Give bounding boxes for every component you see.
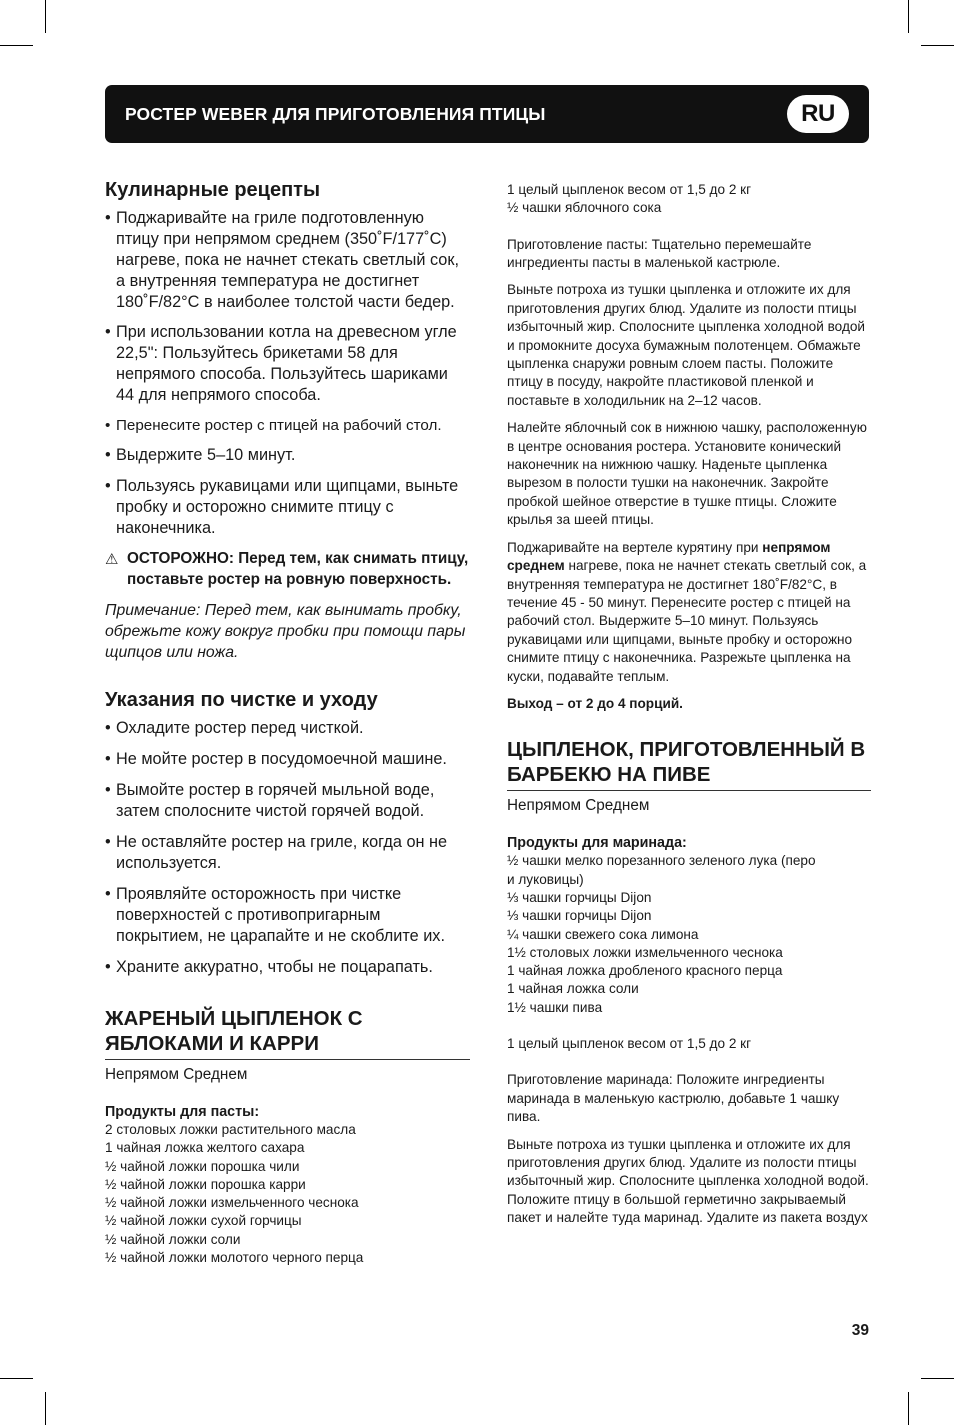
left-column xyxy=(105,176,470,1267)
list-item: • При использовании котла на древесном угле 22,5": Пользуйтесь брикетами 58 для непрямого способа. Пользуйтесь шариками 44 для непрямого способа. xyxy=(105,322,470,406)
marinade-ingredients-title: Продукты для маринада: xyxy=(507,835,687,852)
list-item: ½ чайной ложки соли xyxy=(105,1231,241,1247)
instructions-text: Поджаривайте на вертеле курятину при xyxy=(507,539,763,555)
instructions-paragraph: Выньте потроха из тушки цыпленка и отложите их для приготовления других блюд. Удалите из полости птицы избыточный жир. Сполосните цыпленка холодной водой и промокните досуха бумажным полотенцем. Обмажьте цыпленка снаружи ровным слоем пасты. Положите птицу в посуду, накройте пластиковой пленкой и поставьте в холодильник на 2–12 часов. xyxy=(507,282,866,408)
language-badge: RU xyxy=(787,95,849,133)
page-number: 39 xyxy=(851,1322,869,1339)
header-bar xyxy=(105,85,869,143)
list-item: • Храните аккуратно, чтобы не поцарапать. xyxy=(105,957,470,978)
list-item: 1 чайная ложка дробленого красного перца xyxy=(507,963,783,979)
list-item: ¼ чашки свежего сока лимона xyxy=(507,926,699,942)
crop-mark xyxy=(921,1378,954,1379)
list-item: ⅓ чашки горчицы Dijon xyxy=(507,889,652,905)
list-item: • Поджаривайте на гриле подготовленную птицу при непрямом среднем (350˚F/177˚C) нагреве, пока не начнет стекать светлый сок, а внутренняя температура не достигнет 180˚F/82°C в наиболее толстой части бедер. xyxy=(105,208,470,313)
marinade-preparation: Приготовление маринада: Положите ингредиенты маринада в маленькую кастрюлю, добавьте 1 чашку пива. xyxy=(507,1072,840,1125)
list-item: ½ чайной ложки молотого черного перца xyxy=(105,1250,364,1266)
recipes-bullet-list xyxy=(105,208,470,539)
paste-ingredients-list xyxy=(105,1121,470,1267)
chicken-ingredient: 1 целый цыпленок весом от 1,5 до 2 кг xyxy=(507,1036,752,1052)
yield-text: Выход – от 2 до 4 порций. xyxy=(507,695,683,711)
note-text: Примечание: Перед тем, как вынимать пробку, обрежьте кожу вокруг пробки при помощи пары щипцов или ножа. xyxy=(105,602,466,661)
list-item: ½ чашки яблочного сока xyxy=(507,200,662,216)
recipe2-method: Непрямом Среднем xyxy=(507,797,650,815)
warning-text: ОСТОРОЖНО: Перед тем, как снимать птицу, поставьте ростер на ровную поверхность. xyxy=(127,550,469,588)
list-item: ½ чайной ложки порошка карри xyxy=(105,1176,306,1192)
list-item: 1 чайная ложка соли xyxy=(507,981,639,997)
list-item: • Пользуясь рукавицами или щипцами, выньте пробку и осторожно снимите птицу с наконечника. xyxy=(105,476,470,539)
list-item: • Выдержите 5–10 минут. xyxy=(105,445,470,466)
recipe1-title: ЖАРЕНЫЙ ЦЫПЛЕНОК С ЯБЛОКАМИ И КАРРИ xyxy=(105,1006,470,1060)
list-item: 1½ столовых ложки измельченного чеснока xyxy=(507,944,783,960)
crop-mark xyxy=(45,0,46,33)
instructions-paragraph xyxy=(507,539,871,686)
list-item: • Перенесите ростер с птицей на рабочий стол. xyxy=(105,415,470,436)
list-item: ½ чайной ложки порошка чили xyxy=(105,1158,300,1174)
recipe2-title: ЦЫПЛЕНОК, ПРИГОТОВЛЕННЫЙ В БАРБЕКЮ НА ПИВЕ xyxy=(507,737,871,791)
list-item: ½ чайной ложки сухой горчицы xyxy=(105,1213,302,1229)
list-item: • Не мойте ростер в посудомоечной машине. xyxy=(105,749,470,770)
list-item: • Не оставляйте ростер на гриле, когда он не используется. xyxy=(105,832,470,874)
care-heading: Указания по чистке и уходу xyxy=(105,689,378,711)
recipe1-extra-ingredients xyxy=(507,181,871,218)
instructions-text: нагреве, пока не начнет стекать светлый сок, а внутренняя температура не достигнет 180˚F/82°C, в течение 45 - 50 минут. Перенесите ростер с птицей на рабочий стол. Выдержите 5–10 минут. Пользуясь рукавицами или щипцами, выньте пробку и осторожно снимите птицу с наконечника. Разрежьте цыпленка на куски, подавайте теплым. xyxy=(507,558,867,684)
warning-block xyxy=(105,548,470,590)
list-item: 1 целый цыпленок весом от 1,5 до 2 кг xyxy=(507,182,752,197)
instructions-paragraph: Выньте потроха из тушки цыпленка и отложите их для приготовления других блюд. Удалите из полости птицы избыточный жир. Сполосните цыпленка холодной водой. Положите птицу в большой герметично закрываемый пакет и налейте туда маринад. Удалите из пакета воздух xyxy=(507,1136,869,1226)
right-column xyxy=(507,181,871,1228)
crop-mark xyxy=(0,45,33,46)
paste-ingredients-title: Продукты для пасты: xyxy=(105,1104,260,1120)
crop-mark xyxy=(45,1392,46,1425)
header-title: РОСТЕР WEBER ДЛЯ ПРИГОТОВЛЕНИЯ ПТИЦЫ xyxy=(125,104,546,124)
care-bullet-list xyxy=(105,718,470,978)
recipe1-method: Непрямом Среднем xyxy=(105,1066,248,1083)
list-item: 1 чайная ложка желтого сахара xyxy=(105,1140,305,1156)
crop-mark xyxy=(921,45,954,46)
list-item: 1½ чашки пива xyxy=(507,999,603,1015)
crop-mark xyxy=(0,1378,33,1379)
list-item: ⅓ чашки горчицы Dijon xyxy=(507,908,652,924)
heat-method-emphasis: непрямом среднем xyxy=(507,539,831,574)
list-item: и луковицы) xyxy=(507,871,584,887)
list-item: ½ чашки мелко порезанного зеленого лука (перо xyxy=(507,853,816,869)
crop-mark xyxy=(908,1392,909,1425)
list-item: • Вымойте ростер в горячей мыльной воде, затем сполосните чистой горячей водой. xyxy=(105,780,470,822)
crop-mark xyxy=(908,0,909,33)
warning-icon: ⚠ xyxy=(105,551,119,568)
marinade-ingredients-list xyxy=(507,852,871,1017)
list-item: • Охладите ростер перед чисткой. xyxy=(105,718,470,739)
recipes-heading: Кулинарные рецепты xyxy=(105,179,321,201)
list-item: ½ чайной ложки измельченного чеснока xyxy=(105,1195,359,1211)
list-item: • Проявляйте осторожность при чистке поверхностей с противопригарным покрытием, не царапайте и не скоблите их. xyxy=(105,884,470,947)
instructions-paragraph: Налейте яблочный сок в нижнюю чашку, расположенную в центре основания ростера. Установите конический наконечник на нижнюю чашку. Наденьте цыпленка вырезом в полости тушки на наконечник. Закройте пробкой шейное отверстие в тушке птицы. Сложите крылья за шеей птицы. xyxy=(507,420,867,528)
paste-preparation: Приготовление пасты: Тщательно перемешайте ингредиенты пасты в маленькой кастрюле. xyxy=(507,236,812,270)
list-item: 2 столовых ложки растительного масла xyxy=(105,1122,356,1137)
